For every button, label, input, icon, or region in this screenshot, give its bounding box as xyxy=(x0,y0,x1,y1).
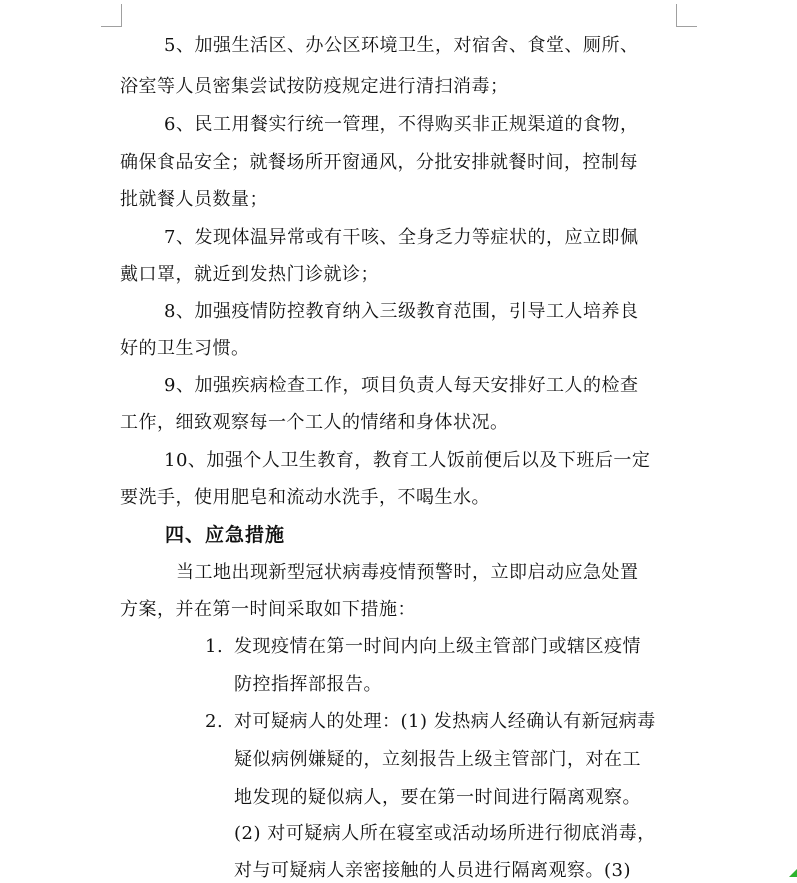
list-item-line: 对可疑病人的处理：(1) 发热病人经确认有新冠病毒 xyxy=(234,711,656,732)
intro-line: 当工地出现新型冠状病毒疫情预警时，立即启动应急处置 xyxy=(176,562,639,583)
list-item-line: 疑似病例嫌疑的，立刻报告上级主管部门，对在工 xyxy=(234,749,641,770)
intro-line: 方案，并在第一时间采取如下措施： xyxy=(120,599,416,620)
paragraph-line: 9、加强疾病检查工作，项目负责人每天安排好工人的检查 xyxy=(164,375,639,396)
section-heading: 四、应急措施 xyxy=(165,524,286,546)
paragraph-line: 浴室等人员密集尝试按防疫规定进行清扫消毒； xyxy=(120,76,509,97)
paragraph-line: 6、民工用餐实行统一管理，不得购买非正规渠道的食物， xyxy=(164,114,639,135)
paragraph-line: 工作，细致观察每一个工人的情绪和身体状况。 xyxy=(120,412,509,433)
corner-marker-icon xyxy=(789,869,797,877)
paragraph-line: 好的卫生习惯。 xyxy=(120,338,250,359)
crop-mark-top-left xyxy=(101,4,122,27)
paragraph-line: 8、加强疫情防控教育纳入三级教育范围，引导工人培养良 xyxy=(164,301,639,322)
paragraph-line: 要洗手，使用肥皂和流动水洗手，不喝生水。 xyxy=(120,487,490,508)
paragraph-line: 7、发现体温异常或有干咳、全身乏力等症状的，应立即佩 xyxy=(164,227,639,248)
list-item-line: (2) 对可疑病人所在寝室或活动场所进行彻底消毒， xyxy=(234,823,656,844)
paragraph-line: 5、加强生活区、办公区环境卫生，对宿舍、食堂、厕所、 xyxy=(164,35,639,56)
list-item-line: 对与可疑病人亲密接触的人员进行隔离观察。(3) xyxy=(234,860,631,881)
list-item-number: 1. xyxy=(205,636,224,657)
paragraph-line: 批就餐人员数量； xyxy=(120,189,268,210)
list-item-line: 发现疫情在第一时间内向上级主管部门或辖区疫情 xyxy=(234,636,641,657)
paragraph-line: 确保食品安全；就餐场所开窗通风，分批安排就餐时间，控制每 xyxy=(120,152,638,173)
list-item-number: 2. xyxy=(205,711,224,732)
list-item-line: 防控指挥部报告。 xyxy=(234,674,382,695)
paragraph-line: 戴口罩，就近到发热门诊就诊； xyxy=(120,264,379,285)
list-item-line: 地发现的疑似病人，要在第一时间进行隔离观察。 xyxy=(234,787,641,808)
corner-marker-shape xyxy=(789,869,797,877)
crop-mark-top-right xyxy=(676,4,697,27)
paragraph-line: 10、加强个人卫生教育，教育工人饭前便后以及下班后一定 xyxy=(164,450,651,471)
